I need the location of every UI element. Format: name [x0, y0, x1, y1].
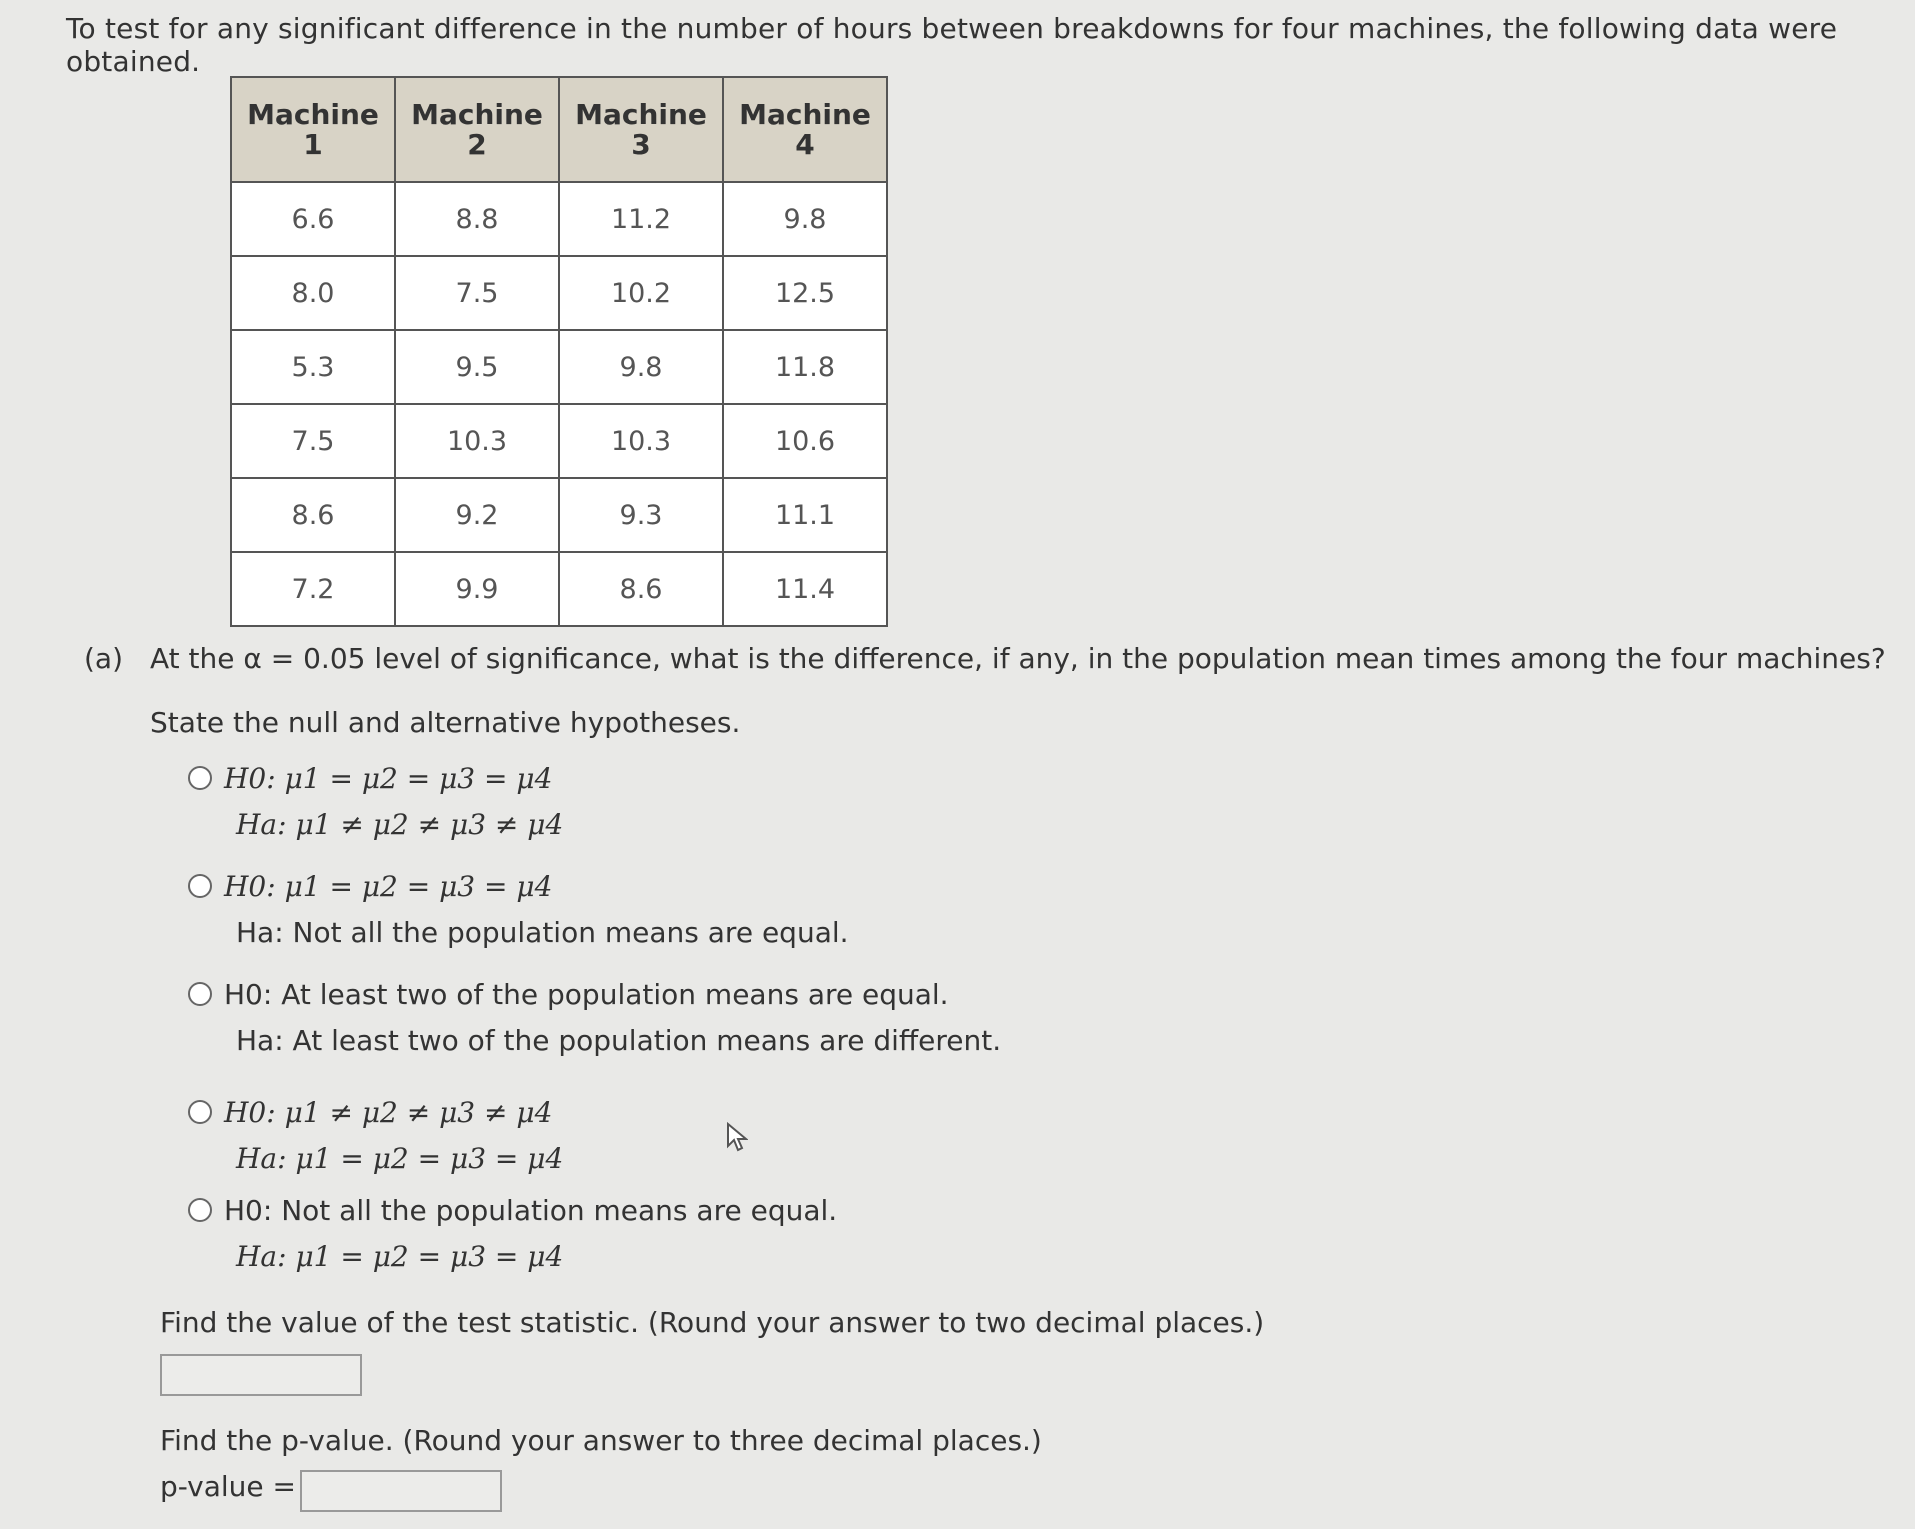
p-value-row	[160, 1470, 296, 1503]
table-cell: 10.3	[559, 404, 723, 478]
column-header: Machine 1	[231, 77, 395, 182]
table-row	[231, 478, 887, 552]
hypothesis-option-2[interactable]	[188, 864, 849, 956]
h0-text: H0: μ1 = μ2 = μ3 = μ4	[224, 762, 553, 795]
question-text: At the α = 0.05 level of significance, what is the difference, if any, in the population mean times among the four machines?	[150, 642, 1886, 675]
table-header-row	[231, 77, 887, 182]
part-label: (a)	[84, 642, 124, 675]
table-cell: 8.6	[559, 552, 723, 626]
radio-button[interactable]	[188, 982, 212, 1006]
table-row	[231, 182, 887, 256]
table-row	[231, 256, 887, 330]
hypothesis-option-4[interactable]	[188, 1090, 563, 1182]
table-cell: 9.3	[559, 478, 723, 552]
table-cell: 7.2	[231, 552, 395, 626]
ha-text: Ha: Not all the population means are equal.	[236, 916, 849, 949]
table-cell: 8.0	[231, 256, 395, 330]
table-row	[231, 552, 887, 626]
p-value-label: p-value =	[160, 1470, 296, 1503]
table-cell: 10.2	[559, 256, 723, 330]
radio-button[interactable]	[188, 766, 212, 790]
table-cell: 9.9	[395, 552, 559, 626]
h0-text: H0: Not all the population means are equal.	[224, 1194, 838, 1227]
table-cell: 5.3	[231, 330, 395, 404]
radio-button[interactable]	[188, 874, 212, 898]
table-row	[231, 330, 887, 404]
table-cell: 11.8	[723, 330, 887, 404]
ha-text: Ha: At least two of the population means are different.	[236, 1024, 1002, 1057]
table-cell: 12.5	[723, 256, 887, 330]
p-value-prompt: Find the p-value. (Round your answer to three decimal places.)	[160, 1424, 1042, 1457]
table-row	[231, 404, 887, 478]
table-cell: 7.5	[231, 404, 395, 478]
h0-text: H0: μ1 = μ2 = μ3 = μ4	[224, 870, 553, 903]
hypothesis-option-1[interactable]	[188, 756, 563, 848]
column-header: Machine 2	[395, 77, 559, 182]
table-cell: 8.8	[395, 182, 559, 256]
hypothesis-option-3[interactable]	[188, 972, 1001, 1064]
table-cell: 9.8	[723, 182, 887, 256]
part-a-question	[84, 642, 1886, 675]
data-table	[230, 76, 888, 627]
table-cell: 10.3	[395, 404, 559, 478]
column-header: Machine 4	[723, 77, 887, 182]
radio-button[interactable]	[188, 1198, 212, 1222]
p-value-input[interactable]	[300, 1470, 502, 1512]
table-cell: 10.6	[723, 404, 887, 478]
table-cell: 7.5	[395, 256, 559, 330]
table-cell: 11.4	[723, 552, 887, 626]
h0-text: H0: At least two of the population means are equal.	[224, 978, 949, 1011]
table-cell: 6.6	[231, 182, 395, 256]
test-statistic-prompt: Find the value of the test statistic. (Round your answer to two decimal places.)	[160, 1306, 1265, 1339]
ha-text: Ha: μ1 = μ2 = μ3 = μ4	[236, 1142, 564, 1175]
ha-text: Ha: μ1 = μ2 = μ3 = μ4	[236, 1240, 564, 1273]
table-cell: 9.2	[395, 478, 559, 552]
radio-button[interactable]	[188, 1100, 212, 1124]
hypotheses-instruction: State the null and alternative hypotheses.	[150, 706, 741, 739]
test-statistic-input[interactable]	[160, 1354, 362, 1396]
problem-intro: To test for any significant difference in the number of hours between breakdowns for four machines, the following data were obtained.	[66, 12, 1838, 78]
table-cell: 9.5	[395, 330, 559, 404]
ha-text: Ha: μ1 ≠ μ2 ≠ μ3 ≠ μ4	[236, 808, 564, 841]
table-cell: 11.1	[723, 478, 887, 552]
mouse-cursor-icon	[726, 1122, 748, 1152]
h0-text: H0: μ1 ≠ μ2 ≠ μ3 ≠ μ4	[224, 1096, 553, 1129]
table-cell: 11.2	[559, 182, 723, 256]
table-cell: 9.8	[559, 330, 723, 404]
column-header: Machine 3	[559, 77, 723, 182]
hypothesis-option-5[interactable]	[188, 1188, 837, 1280]
table-cell: 8.6	[231, 478, 395, 552]
